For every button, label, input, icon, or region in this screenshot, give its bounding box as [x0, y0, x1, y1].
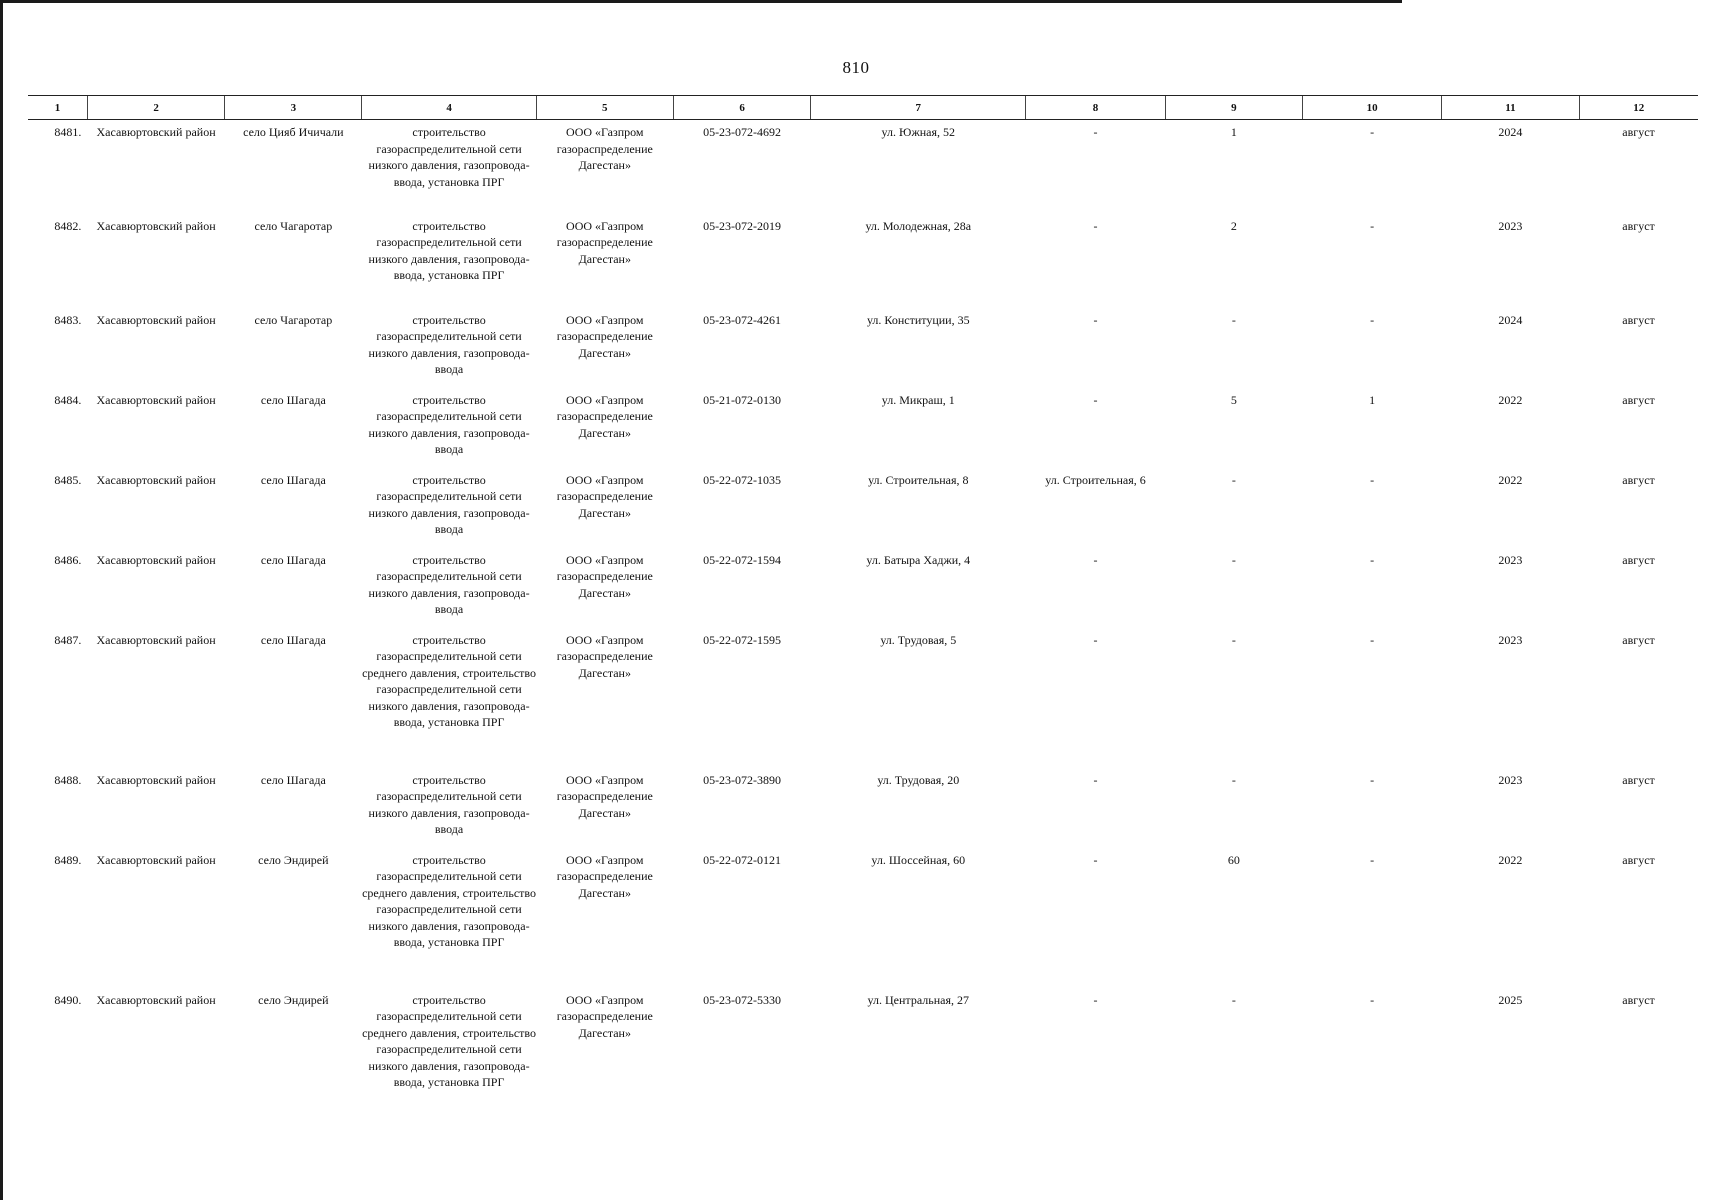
- cell-settlement: село Шагада: [260, 392, 326, 407]
- register-table: [28, 95, 1698, 1118]
- page-number: 810: [842, 58, 870, 77]
- cell-additional-address: ул. Строительная, 6: [1045, 472, 1146, 487]
- column-header-10: 10: [1302, 96, 1441, 120]
- cell-year: 2022: [1498, 472, 1523, 487]
- cell-district: Хасавюртовский район: [96, 218, 216, 233]
- cell-registration-number: 05-22-072-1595: [703, 632, 782, 647]
- column-header-5: 5: [536, 96, 673, 120]
- cell-district: Хасавюртовский район: [96, 852, 216, 867]
- cell-month: август: [1622, 772, 1655, 787]
- cell-organization: ООО «Газпром газораспределение Дагестан»: [556, 852, 653, 900]
- cell-year: 2024: [1498, 125, 1523, 139]
- cell-registration-number: 05-23-072-4692: [703, 125, 782, 139]
- cell-row-number: 8481.: [54, 125, 82, 139]
- cell-additional-address: -: [1093, 992, 1098, 1007]
- cell-organization: ООО «Газпром газораспределение Дагестан»: [556, 992, 653, 1040]
- cell-settlement: село Шагада: [260, 552, 326, 567]
- cell-organization: ООО «Газпром газораспределение Дагестан»: [556, 772, 653, 820]
- cell-row-number: 8484.: [54, 392, 82, 407]
- table-row: [28, 120, 1698, 214]
- cell-district: Хасавюртовский район: [96, 472, 216, 487]
- cell-month: август: [1622, 992, 1655, 1007]
- table-row: [28, 768, 1698, 848]
- cell-district: Хасавюртовский район: [96, 392, 216, 407]
- cell-month: август: [1622, 218, 1655, 233]
- cell-count-9: 5: [1230, 392, 1237, 407]
- cell-month: август: [1622, 472, 1655, 487]
- cell-count-9: -: [1231, 992, 1236, 1007]
- cell-count-9: -: [1231, 472, 1236, 487]
- cell-work-description: строительство газораспределительной сети низкого давления, газопровода-ввода, установка ПРГ: [368, 125, 530, 189]
- cell-additional-address: -: [1093, 392, 1098, 407]
- cell-organization: ООО «Газпром газораспределение Дагестан»: [556, 125, 653, 172]
- cell-work-description: строительство газораспределительной сети низкого давления, газопровода-ввода: [368, 552, 530, 616]
- cell-work-description: строительство газораспределительной сети среднего давления, строительство газораспределительной сети низкого давления, газопровода-ввода, установка ПРГ: [362, 852, 537, 949]
- cell-organization: ООО «Газпром газораспределение Дагестан»: [556, 472, 653, 520]
- cell-registration-number: 05-23-072-3890: [703, 772, 782, 787]
- cell-work-description: строительство газораспределительной сети низкого давления, газопровода-ввода: [368, 772, 530, 836]
- cell-work-description: строительство газораспределительной сети низкого давления, газопровода-ввода: [368, 312, 530, 376]
- cell-year: 2022: [1498, 852, 1523, 867]
- cell-address: ул. Шоссейная, 60: [871, 852, 966, 867]
- cell-address: ул. Конституции, 35: [866, 312, 970, 327]
- cell-additional-address: -: [1093, 852, 1098, 867]
- table-row: [28, 468, 1698, 548]
- cell-district: Хасавюртовский район: [96, 552, 216, 567]
- table-row: [28, 548, 1698, 628]
- cell-registration-number: 05-23-072-4261: [703, 312, 782, 327]
- cell-district: Хасавюртовский район: [96, 772, 216, 787]
- cell-registration-number: 05-23-072-5330: [703, 992, 782, 1007]
- cell-work-description: строительство газораспределительной сети среднего давления, строительство газораспределительной сети низкого давления, газопровода-ввода, установка ПРГ: [362, 992, 537, 1089]
- cell-count-10: -: [1370, 552, 1375, 567]
- cell-count-10: -: [1370, 992, 1375, 1007]
- cell-year: 2023: [1498, 632, 1523, 647]
- cell-additional-address: -: [1093, 552, 1098, 567]
- cell-settlement: село Цияб Ичичали: [243, 125, 344, 139]
- cell-organization: ООО «Газпром газораспределение Дагестан»: [556, 218, 653, 266]
- cell-count-9: -: [1231, 312, 1236, 327]
- cell-settlement: село Эндирей: [258, 992, 329, 1007]
- cell-settlement: село Чагаротар: [254, 218, 333, 233]
- cell-district: Хасавюртовский район: [96, 312, 216, 327]
- cell-count-9: 2: [1230, 218, 1237, 233]
- cell-settlement: село Шагада: [260, 632, 326, 647]
- cell-count-9: -: [1231, 772, 1236, 787]
- cell-year: 2023: [1498, 218, 1523, 233]
- column-header-1: 1: [28, 96, 87, 120]
- column-header-7: 7: [811, 96, 1026, 120]
- cell-year: 2023: [1498, 772, 1523, 787]
- cell-count-10: -: [1370, 632, 1375, 647]
- table-row: [28, 988, 1698, 1118]
- cell-count-10: -: [1370, 125, 1375, 139]
- cell-count-10: -: [1370, 852, 1375, 867]
- cell-year: 2022: [1498, 392, 1523, 407]
- column-header-8: 8: [1026, 96, 1165, 120]
- cell-row-number: 8488.: [54, 772, 82, 787]
- cell-registration-number: 05-23-072-2019: [703, 218, 782, 233]
- cell-count-10: -: [1370, 218, 1375, 233]
- table-row: [28, 308, 1698, 388]
- scan-edge-top: [0, 0, 1402, 3]
- cell-row-number: 8486.: [54, 552, 82, 567]
- cell-additional-address: -: [1093, 312, 1098, 327]
- column-header-12: 12: [1579, 96, 1698, 120]
- cell-count-9: -: [1231, 632, 1236, 647]
- cell-registration-number: 05-22-072-1594: [703, 552, 782, 567]
- cell-address: ул. Молодежная, 28а: [865, 218, 972, 233]
- cell-year: 2025: [1498, 992, 1523, 1007]
- cell-address: ул. Центральная, 27: [867, 992, 969, 1007]
- cell-month: август: [1622, 392, 1655, 407]
- cell-address: ул. Трудовая, 5: [880, 632, 957, 647]
- column-header-2: 2: [87, 96, 224, 120]
- column-header-9: 9: [1165, 96, 1302, 120]
- cell-work-description: строительство газораспределительной сети низкого давления, газопровода-ввода: [368, 472, 530, 536]
- cell-additional-address: -: [1093, 772, 1098, 787]
- cell-additional-address: -: [1093, 125, 1098, 139]
- cell-month: август: [1622, 125, 1655, 139]
- cell-year: 2024: [1498, 312, 1523, 327]
- cell-row-number: 8485.: [54, 472, 82, 487]
- cell-row-number: 8490.: [54, 992, 82, 1007]
- cell-month: август: [1622, 312, 1655, 327]
- cell-count-9: -: [1231, 552, 1236, 567]
- cell-work-description: строительство газораспределительной сети низкого давления, газопровода-ввода: [368, 392, 530, 456]
- cell-registration-number: 05-22-072-1035: [703, 472, 782, 487]
- cell-organization: ООО «Газпром газораспределение Дагестан»: [556, 312, 653, 360]
- cell-count-9: 60: [1227, 852, 1240, 867]
- cell-work-description: строительство газораспределительной сети среднего давления, строительство газораспределительной сети низкого давления, газопровода-ввода, установка ПРГ: [362, 632, 537, 729]
- cell-district: Хасавюртовский район: [96, 992, 216, 1007]
- cell-address: ул. Строительная, 8: [868, 472, 969, 487]
- cell-additional-address: -: [1093, 218, 1098, 233]
- column-header-3: 3: [225, 96, 362, 120]
- cell-settlement: село Эндирей: [258, 852, 329, 867]
- cell-count-10: -: [1370, 472, 1375, 487]
- column-header-6: 6: [673, 96, 810, 120]
- cell-settlement: село Чагаротар: [254, 312, 333, 327]
- cell-month: август: [1622, 852, 1655, 867]
- header-row: [28, 96, 1698, 120]
- cell-settlement: село Шагада: [260, 472, 326, 487]
- column-header-4: 4: [362, 96, 536, 120]
- table-body: [28, 120, 1698, 1118]
- cell-row-number: 8489.: [54, 852, 82, 867]
- table-row: [28, 628, 1698, 768]
- cell-district: Хасавюртовский район: [96, 125, 216, 139]
- cell-additional-address: -: [1093, 632, 1098, 647]
- cell-count-10: -: [1370, 772, 1375, 787]
- cell-work-description: строительство газораспределительной сети низкого давления, газопровода-ввода, установка ПРГ: [368, 218, 530, 282]
- cell-month: август: [1622, 632, 1655, 647]
- cell-organization: ООО «Газпром газораспределение Дагестан»: [556, 392, 653, 440]
- cell-row-number: 8483.: [54, 312, 82, 327]
- table-row: [28, 214, 1698, 308]
- register-table-container: [28, 95, 1698, 1118]
- scan-edge-left: [0, 0, 3, 1200]
- cell-district: Хасавюртовский район: [96, 632, 216, 647]
- column-header-11: 11: [1442, 96, 1579, 120]
- table-header: [28, 96, 1698, 120]
- cell-address: ул. Батыра Хаджи, 4: [866, 552, 971, 567]
- cell-settlement: село Шагада: [260, 772, 326, 787]
- cell-address: ул. Трудовая, 20: [877, 772, 960, 787]
- cell-address: ул. Микраш, 1: [881, 392, 955, 407]
- cell-address: ул. Южная, 52: [881, 125, 956, 139]
- cell-count-10: 1: [1369, 392, 1376, 407]
- cell-row-number: 8487.: [54, 632, 82, 647]
- cell-organization: ООО «Газпром газораспределение Дагестан»: [556, 632, 653, 680]
- cell-registration-number: 05-22-072-0121: [703, 852, 782, 867]
- table-row: [28, 848, 1698, 988]
- cell-year: 2023: [1498, 552, 1523, 567]
- cell-month: август: [1622, 552, 1655, 567]
- cell-registration-number: 05-21-072-0130: [703, 392, 782, 407]
- table-row: [28, 388, 1698, 468]
- cell-row-number: 8482.: [54, 218, 82, 233]
- cell-organization: ООО «Газпром газораспределение Дагестан»: [556, 552, 653, 600]
- cell-count-10: -: [1370, 312, 1375, 327]
- cell-count-9: 1: [1230, 125, 1237, 139]
